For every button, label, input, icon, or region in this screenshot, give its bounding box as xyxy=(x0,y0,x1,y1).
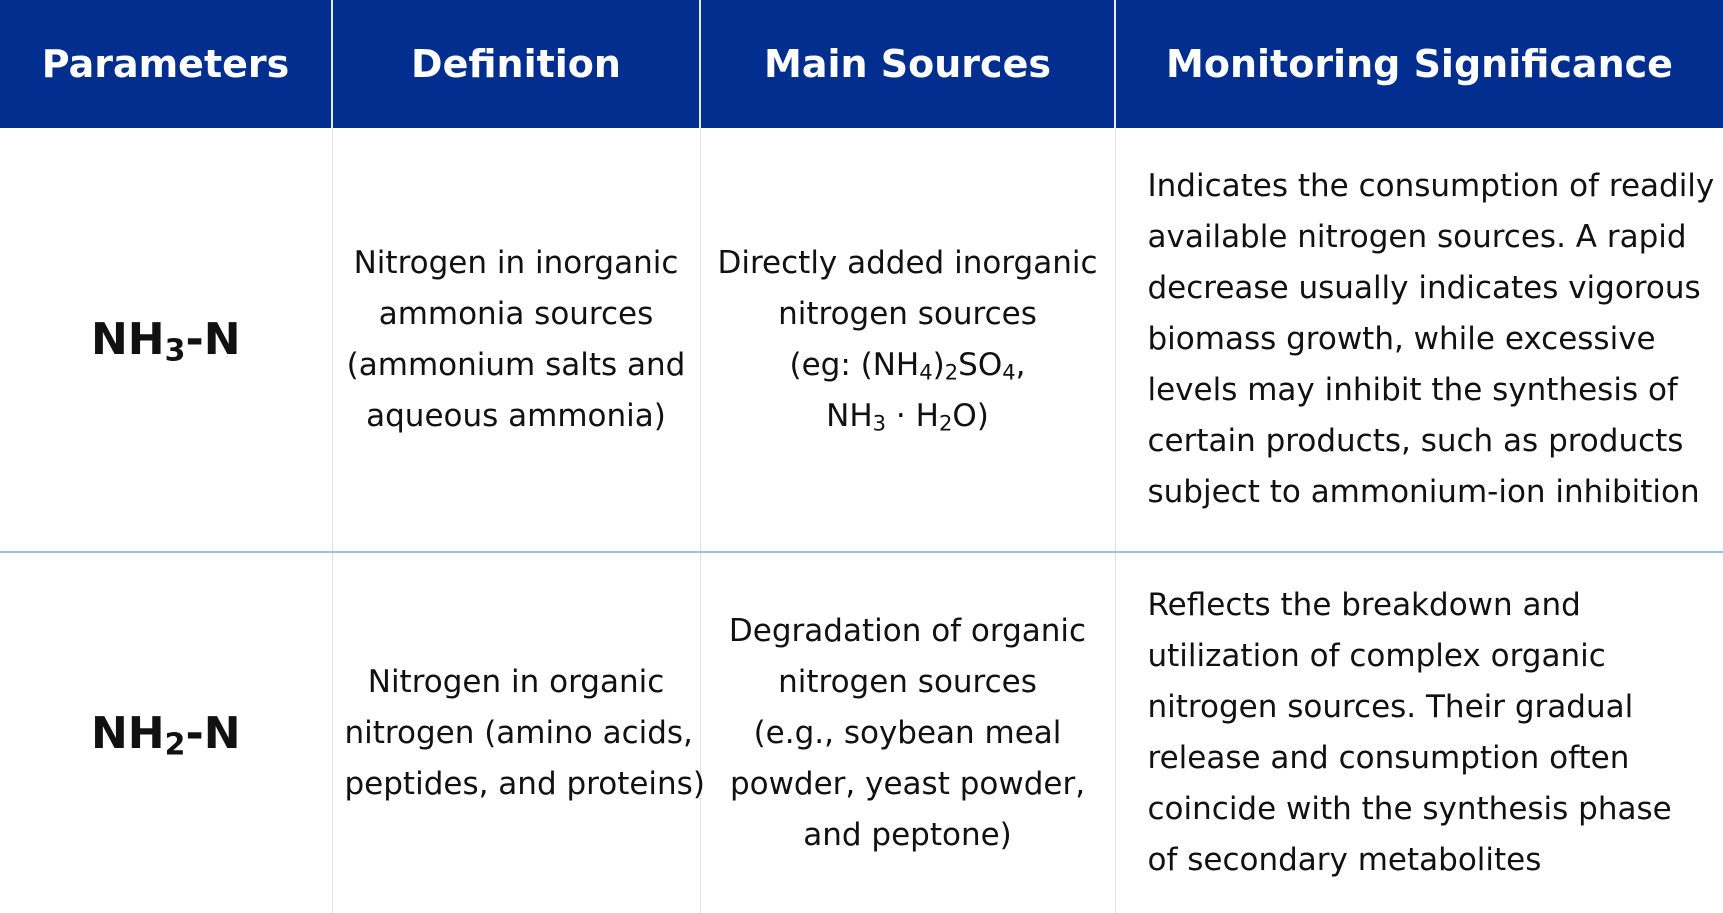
header-definition: Definition xyxy=(332,0,700,128)
significance-line: biomass growth, while excessive xyxy=(1147,321,1656,357)
parameter-cell xyxy=(0,552,332,913)
definition-line: peptides, and proteins) xyxy=(344,765,705,802)
sources-formula-line: $NH_3 \cdot H_2O$) xyxy=(826,397,989,436)
definition-cell xyxy=(332,552,705,913)
significance-line: coincide with the synthesis phase xyxy=(1147,791,1672,827)
header-monitoring-significance: Monitoring Significance xyxy=(1115,0,1723,128)
table-row xyxy=(0,552,1723,913)
significance-line: Indicates the consumption of readily xyxy=(1147,168,1715,204)
significance-line: subject to ammonium-ion inhibition xyxy=(1147,474,1700,510)
significance-line: decrease usually indicates vigorous xyxy=(1147,270,1701,306)
definition-line: Nitrogen in inorganic xyxy=(353,244,679,281)
sources-line: (e.g., soybean meal xyxy=(753,714,1062,751)
definition-line: (ammonium salts and xyxy=(346,346,686,383)
table-row xyxy=(0,128,1723,552)
significance-line: certain products, such as products xyxy=(1147,423,1684,459)
significance-line: available nitrogen sources. A rapid xyxy=(1147,219,1687,255)
table-header xyxy=(0,0,1723,128)
sources-line: Directly added inorganic xyxy=(717,244,1098,281)
sources-line: and peptone) xyxy=(803,816,1012,853)
sources-formula-line: (eg: $(NH_4)_2SO_4$, xyxy=(789,346,1026,385)
sources-line: nitrogen sources xyxy=(778,295,1037,332)
definition-line: aqueous ammonia) xyxy=(366,397,666,434)
significance-line: utilization of complex organic xyxy=(1147,638,1606,674)
definition-line: Nitrogen in organic xyxy=(367,663,665,700)
parameter-cell xyxy=(0,128,332,552)
definition-line: nitrogen (amino acids, xyxy=(344,714,693,751)
main-sources-cell xyxy=(700,128,1115,552)
significance-cell xyxy=(1115,552,1723,913)
significance-line: nitrogen sources. Their gradual xyxy=(1147,689,1634,725)
header-main-sources: Main Sources xyxy=(700,0,1115,128)
parameter-formula: $NH_3-N$ xyxy=(90,314,241,369)
header-parameters: Parameters xyxy=(0,0,332,128)
significance-line: levels may inhibit the synthesis of xyxy=(1147,372,1678,408)
header-row xyxy=(0,0,1723,128)
parameter-formula: $NH_2-N$ xyxy=(90,707,241,763)
definition-line: ammonia sources xyxy=(378,295,654,332)
main-sources-cell xyxy=(700,552,1115,913)
significance-line: release and consumption often xyxy=(1147,740,1630,776)
sources-line: Degradation of organic xyxy=(728,612,1087,649)
table-body xyxy=(0,128,1723,913)
definition-cell xyxy=(332,128,700,552)
significance-line: of secondary metabolites xyxy=(1147,842,1542,878)
significance-cell xyxy=(1115,128,1723,552)
significance-line: Reflects the breakdown and xyxy=(1147,587,1581,623)
sources-line: nitrogen sources xyxy=(778,663,1037,700)
sources-line: powder, yeast powder, xyxy=(729,765,1086,802)
